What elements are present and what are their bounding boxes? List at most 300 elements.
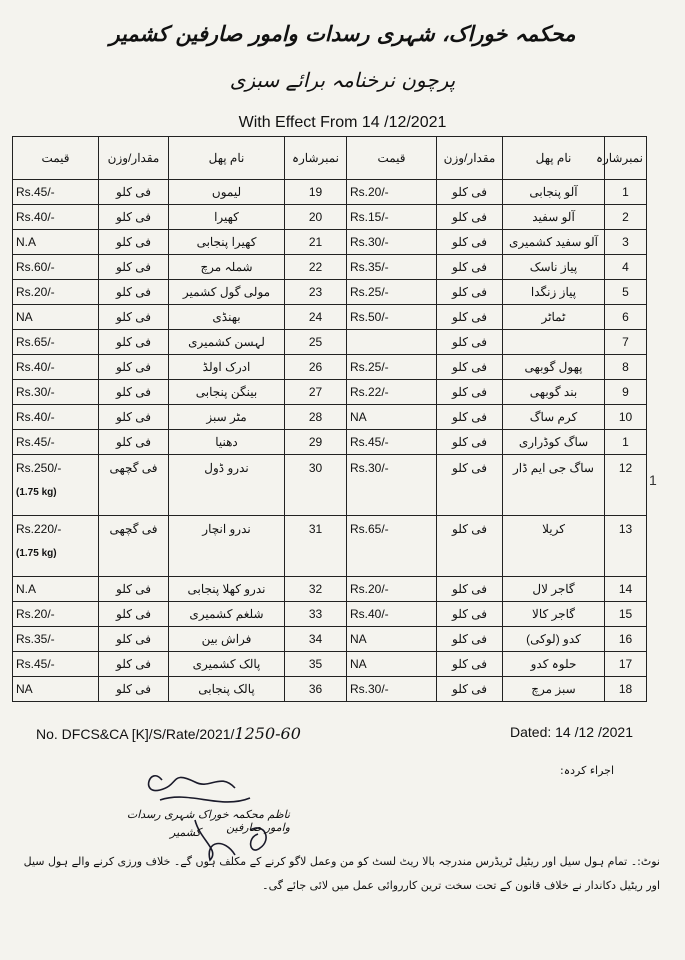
cell-sr-left-text: 4 [622, 260, 629, 274]
cell-unit-left-text: فی کلو [452, 210, 487, 224]
cell-name-right [169, 380, 285, 405]
table-row [13, 602, 647, 627]
cell-name-left [503, 652, 605, 677]
table-row [13, 627, 647, 652]
cell-price-right-text: Rs.20/- [16, 285, 55, 299]
cell-sr-left [605, 430, 647, 455]
cell-unit-right [99, 330, 169, 355]
cell-name-left [503, 627, 605, 652]
cell-name-left [503, 205, 605, 230]
cell-sr-right [285, 455, 347, 516]
cell-price-right [13, 602, 99, 627]
cell-name-right [169, 305, 285, 330]
cell-price-right-text: Rs.220/- [16, 522, 62, 536]
cell-price-right [13, 255, 99, 280]
cell-price-left [347, 455, 437, 516]
cell-sr-right-text: 28 [308, 410, 323, 424]
cell-sr-right [285, 430, 347, 455]
cell-name-left [503, 380, 605, 405]
cell-unit-right-text: فی کلو [116, 682, 151, 696]
cell-name-right [169, 255, 285, 280]
cell-price-left-text: Rs.25/- [350, 360, 389, 374]
issued-by-label: اجراء کردہ: [560, 764, 615, 777]
cell-sr-right-text: 23 [308, 285, 323, 299]
cell-sr-left [605, 205, 647, 230]
cell-sr-left-text: 15 [618, 607, 633, 621]
cell-sr-left-text: 8 [622, 360, 629, 374]
cell-sr-right-text: 27 [308, 385, 323, 399]
cell-unit-right [99, 280, 169, 305]
cell-sr-right [285, 330, 347, 355]
cell-sr-right-text: 26 [308, 360, 323, 374]
cell-unit-left [437, 516, 503, 577]
cell-price-right [13, 516, 99, 577]
cell-sr-left [605, 577, 647, 602]
reference-number-handwritten: 1250-60 [234, 724, 301, 743]
cell-price-left-text: Rs.20/- [350, 582, 389, 596]
cell-price-left-text: NA [350, 657, 367, 671]
cell-name-left-text: گاجر کالا [532, 607, 575, 621]
dated-label: Dated: 14 /12 /2021 [510, 724, 633, 740]
cell-unit-left-text: فی کلو [452, 410, 487, 424]
cell-price-right-text: Rs.30/- [16, 385, 55, 399]
cell-unit-right-text: فی کلو [116, 335, 151, 349]
cell-price-left-text: Rs.15/- [350, 210, 389, 224]
cell-unit-left [437, 380, 503, 405]
cell-sr-left-text: 16 [618, 632, 633, 646]
department-title: محکمہ خوراک، شہری رسدات وامور صارفین کشمیر [109, 22, 576, 46]
cell-name-left [503, 455, 605, 516]
cell-sr-right-text: 22 [308, 260, 323, 274]
cell-unit-left-text: فی کلو [452, 632, 487, 646]
cell-name-left-text: آلو پنجابی [529, 185, 578, 199]
cell-name-right-text: بینگن پنجابی [195, 385, 258, 399]
cell-name-right [169, 602, 285, 627]
cell-price-right-text: N.A [16, 235, 37, 249]
cell-unit-left-text: فی کلو [452, 260, 487, 274]
cell-unit-left-text: فی کلو [452, 385, 487, 399]
cell-price-left-text: Rs.22/- [350, 385, 389, 399]
cell-unit-right [99, 355, 169, 380]
reference-number [36, 724, 301, 743]
reference-number-text: No. DFCS&CA [K]/S/Rate/2021/ [36, 726, 235, 742]
cell-name-right [169, 430, 285, 455]
signatory-designation: ناظم محکمہ خوراک شہری رسدات وامور صارفین [126, 808, 290, 834]
cell-unit-right-text: فی کلو [116, 360, 151, 374]
cell-name-left-text: کرم ساگ [529, 410, 578, 424]
table-row [13, 380, 647, 405]
cell-price-right-text: NA [16, 682, 33, 696]
weight-note: (1.75 kg) [16, 548, 57, 559]
cell-name-right-text: ندرو کھلا پنجابی [187, 582, 266, 596]
cell-unit-right-text: فی گچھی [109, 522, 158, 536]
cell-name-right-text: مولی گول کشمیر [182, 285, 271, 299]
cell-name-left [503, 355, 605, 380]
cell-sr-right [285, 180, 347, 205]
cell-name-right-text: کھیرا [214, 210, 239, 224]
cell-unit-left-text: فی کلو [452, 335, 487, 349]
cell-unit-right [99, 255, 169, 280]
cell-price-left [347, 230, 437, 255]
cell-unit-right-text: فی کلو [116, 310, 151, 324]
cell-sr-left [605, 330, 647, 355]
cell-name-left-text: کدو (لوکی) [526, 632, 581, 646]
cell-name-left-text: سبز مرچ [531, 682, 576, 696]
cell-price-left [347, 602, 437, 627]
cell-unit-right-text: فی کلو [116, 385, 151, 399]
cell-sr-left [605, 230, 647, 255]
cell-price-left [347, 405, 437, 430]
cell-name-right [169, 455, 285, 516]
cell-unit-left [437, 577, 503, 602]
cell-unit-right-text: فی کلو [116, 185, 151, 199]
cell-sr-left-text: 3 [622, 235, 629, 249]
cell-name-left-text: حلوہ کدو [530, 657, 577, 671]
cell-price-right [13, 280, 99, 305]
cell-sr-right [285, 280, 347, 305]
cell-unit-right [99, 455, 169, 516]
cell-sr-left [605, 405, 647, 430]
cell-price-left [347, 255, 437, 280]
header-price-right: قیمت [13, 137, 99, 180]
cell-sr-left-text: 12 [618, 461, 633, 475]
document-subtitle: پرچون نرخنامہ برائے سبزی [229, 68, 456, 92]
cell-sr-right [285, 205, 347, 230]
cell-price-right-text: Rs.45/- [16, 435, 55, 449]
cell-unit-right [99, 380, 169, 405]
cell-name-left-text: ساگ جی ایم ڈار [512, 461, 594, 475]
cell-sr-right [285, 602, 347, 627]
cell-unit-right-text: فی گچھی [109, 461, 158, 475]
cell-sr-left [605, 652, 647, 677]
cell-price-right [13, 180, 99, 205]
header-price-left: قیمت [347, 137, 437, 180]
cell-price-right-text: Rs.35/- [16, 632, 55, 646]
cell-sr-left [605, 516, 647, 577]
cell-price-left-text: Rs.30/- [350, 461, 389, 475]
cell-unit-right [99, 305, 169, 330]
table-row [13, 180, 647, 205]
cell-sr-left [605, 180, 647, 205]
cell-unit-left-text: فی کلو [452, 285, 487, 299]
cell-unit-right-text: فی کلو [116, 632, 151, 646]
cell-name-right-text: کھیرا پنجابی [196, 235, 257, 249]
cell-unit-left [437, 180, 503, 205]
cell-sr-left [605, 380, 647, 405]
cell-sr-right [285, 255, 347, 280]
cell-price-right-text: N.A [16, 582, 37, 596]
cell-name-left [503, 180, 605, 205]
cell-price-right [13, 652, 99, 677]
cell-name-right [169, 627, 285, 652]
cell-name-right [169, 516, 285, 577]
cell-sr-right [285, 516, 347, 577]
cell-sr-right-text: 21 [308, 235, 323, 249]
cell-name-right-text: شملہ مرچ [200, 260, 253, 274]
cell-unit-right [99, 430, 169, 455]
signatory-region: کشمیر [170, 826, 201, 839]
cell-price-right-text: Rs.45/- [16, 185, 55, 199]
cell-sr-right-text: 25 [308, 335, 323, 349]
cell-price-left [347, 627, 437, 652]
cell-price-right [13, 355, 99, 380]
cell-price-left [347, 355, 437, 380]
table-row [13, 330, 647, 355]
table-row [13, 652, 647, 677]
cell-price-left [347, 677, 437, 702]
cell-name-right-text: دھنیا [215, 435, 238, 449]
cell-name-right [169, 577, 285, 602]
cell-name-right [169, 180, 285, 205]
table-row [13, 405, 647, 430]
cell-unit-left-text: فی کلو [452, 360, 487, 374]
table-row [13, 280, 647, 305]
cell-price-left-text: Rs.25/- [350, 285, 389, 299]
cell-sr-left [605, 255, 647, 280]
cell-price-left-text: Rs.20/- [350, 185, 389, 199]
cell-sr-right [285, 627, 347, 652]
cell-price-left-text: NA [350, 410, 367, 424]
cell-unit-right-text: فی کلو [116, 435, 151, 449]
cell-name-left-text: بند گوبھی [529, 385, 578, 399]
cell-name-left-text: ٹماٹر [541, 310, 566, 324]
cell-sr-right-text: 30 [308, 461, 323, 475]
cell-sr-left [605, 280, 647, 305]
table-row [13, 677, 647, 702]
cell-price-left-text: Rs.30/- [350, 682, 389, 696]
cell-sr-right [285, 577, 347, 602]
table-row [13, 255, 647, 280]
cell-unit-left [437, 455, 503, 516]
cell-name-left [503, 516, 605, 577]
cell-unit-right [99, 602, 169, 627]
header-name-left: نام پھل [503, 137, 605, 180]
cell-unit-right [99, 652, 169, 677]
cell-price-right [13, 405, 99, 430]
cell-price-right-text: Rs.40/- [16, 210, 55, 224]
cell-unit-left [437, 230, 503, 255]
cell-price-left-text: Rs.40/- [350, 607, 389, 621]
cell-unit-right [99, 516, 169, 577]
cell-price-left-text: Rs.30/- [350, 235, 389, 249]
cell-price-right-text: Rs.65/- [16, 335, 55, 349]
cell-unit-right [99, 577, 169, 602]
table-row [13, 577, 647, 602]
cell-unit-right-text: فی کلو [116, 582, 151, 596]
cell-name-right-text: لہسن کشمیری [188, 335, 265, 349]
cell-name-left [503, 430, 605, 455]
cell-name-right-text: پالک پنجابی [198, 682, 255, 696]
table-header-row [13, 137, 647, 180]
header-sr-right: نمبرشارہ [285, 137, 347, 180]
cell-sr-left-text: 10 [618, 410, 633, 424]
cell-name-right [169, 230, 285, 255]
cell-price-left-text: Rs.35/- [350, 260, 389, 274]
cell-price-right-text: Rs.20/- [16, 607, 55, 621]
cell-sr-left-text: 18 [618, 682, 633, 696]
cell-unit-left [437, 255, 503, 280]
cell-unit-left-text: فی کلو [452, 461, 487, 475]
cell-price-left [347, 205, 437, 230]
cell-price-right-text: Rs.250/- [16, 461, 62, 475]
cell-name-right-text: ندرو ڈول [204, 461, 249, 475]
cell-sr-right-text: 35 [308, 657, 323, 671]
cell-price-right [13, 577, 99, 602]
cell-name-right [169, 405, 285, 430]
cell-name-left [503, 577, 605, 602]
cell-name-left-text: گاجر لال [532, 582, 575, 596]
cell-unit-left-text: فی کلو [452, 607, 487, 621]
cell-unit-right-text: فی کلو [116, 260, 151, 274]
cell-unit-right [99, 205, 169, 230]
table-row [13, 305, 647, 330]
cell-name-left [503, 677, 605, 702]
cell-price-right-text: NA [16, 310, 33, 324]
cell-name-right-text: بھنڈی [212, 310, 241, 324]
cell-name-left [503, 305, 605, 330]
cell-price-right [13, 205, 99, 230]
cell-unit-left-text: فی کلو [452, 657, 487, 671]
cell-sr-left-text: 7 [622, 335, 629, 349]
cell-sr-left [605, 355, 647, 380]
cell-sr-left-text: 1 [622, 185, 629, 199]
cell-sr-left [605, 677, 647, 702]
cell-unit-left-text: فی کلو [452, 435, 487, 449]
cell-name-right-text: مٹر سبز [206, 410, 247, 424]
cell-sr-right [285, 677, 347, 702]
cell-sr-left [605, 455, 647, 516]
table-row [13, 455, 647, 516]
cell-sr-right-text: 34 [308, 632, 323, 646]
cell-unit-left-text: فی کلو [452, 310, 487, 324]
cell-name-left-text: پیاز ناسک [529, 260, 578, 274]
cell-name-left-text: کریلا [542, 522, 565, 536]
cell-price-right [13, 455, 99, 516]
cell-unit-left-text: فی کلو [452, 682, 487, 696]
cell-name-left [503, 602, 605, 627]
margin-mark: 1 [649, 472, 657, 488]
cell-price-right [13, 330, 99, 355]
cell-unit-left [437, 305, 503, 330]
cell-price-right-text: Rs.40/- [16, 360, 55, 374]
cell-name-left [503, 330, 605, 355]
cell-name-right [169, 652, 285, 677]
cell-sr-right-text: 24 [308, 310, 323, 324]
header-sr-left: نمبرشارہ [605, 137, 647, 180]
header-unit-right: مقدار/وزن [99, 137, 169, 180]
cell-unit-left-text: فی کلو [452, 522, 487, 536]
cell-price-left-text: Rs.45/- [350, 435, 389, 449]
cell-sr-right-text: 33 [308, 607, 323, 621]
cell-sr-left-text: 13 [618, 522, 633, 536]
table-row [13, 516, 647, 577]
cell-name-left [503, 230, 605, 255]
cell-price-right-text: Rs.60/- [16, 260, 55, 274]
cell-name-right-text: شلغم کشمیری [189, 607, 264, 621]
cell-unit-left-text: فی کلو [452, 185, 487, 199]
cell-unit-left [437, 355, 503, 380]
cell-name-right-text: لیموں [211, 185, 242, 199]
cell-unit-right [99, 677, 169, 702]
cell-price-left [347, 652, 437, 677]
footer-note: نوٹ:۔ تمام ہول سیل اور ریٹیل ٹریڈرس مندرجہ بالا ریٹ لسٹ کو من وعمل لاگو کرنے کے مکلف ہوں گے۔ خلاف ورزی کرنے والے ہول سیل اور ریٹیل دکاندار نے خلاف قانون کے تحت سخت ترین کارروائی عمل میں لائی جائے گی۔ [23, 855, 660, 892]
cell-name-right [169, 205, 285, 230]
cell-sr-left-text: 14 [618, 582, 633, 596]
cell-price-right [13, 380, 99, 405]
cell-price-right [13, 305, 99, 330]
cell-sr-left-text: 1 [622, 435, 629, 449]
cell-unit-left-text: فی کلو [452, 582, 487, 596]
cell-sr-right-text: 32 [308, 582, 323, 596]
cell-unit-right [99, 627, 169, 652]
cell-unit-right-text: فی کلو [116, 657, 151, 671]
cell-sr-left-text: 2 [622, 210, 629, 224]
cell-price-right [13, 230, 99, 255]
cell-sr-right [285, 305, 347, 330]
cell-name-right [169, 677, 285, 702]
cell-name-left [503, 405, 605, 430]
cell-unit-right-text: فی کلو [116, 210, 151, 224]
cell-unit-right-text: فی کلو [116, 607, 151, 621]
cell-unit-left [437, 330, 503, 355]
cell-sr-right-text: 20 [308, 210, 323, 224]
cell-name-left [503, 280, 605, 305]
cell-price-left [347, 430, 437, 455]
cell-price-right [13, 430, 99, 455]
cell-name-left-text: پھول گوبھی [524, 360, 583, 374]
cell-price-left-text: Rs.65/- [350, 522, 389, 536]
cell-price-left [347, 330, 437, 355]
cell-sr-right-text: 29 [308, 435, 323, 449]
cell-sr-left [605, 305, 647, 330]
header-name-right: نام پھل [169, 137, 285, 180]
weight-note: (1.75 kg) [16, 487, 57, 498]
cell-name-left-text: پیاز زنگدا [530, 285, 577, 299]
table-row [13, 205, 647, 230]
cell-price-left [347, 280, 437, 305]
cell-unit-right [99, 405, 169, 430]
cell-sr-right [285, 405, 347, 430]
cell-sr-right [285, 380, 347, 405]
cell-name-left-text: آلو سفید کشمیری [509, 235, 598, 249]
cell-name-right [169, 330, 285, 355]
cell-sr-left-text: 17 [618, 657, 633, 671]
cell-sr-left [605, 627, 647, 652]
cell-unit-left [437, 430, 503, 455]
table-row [13, 230, 647, 255]
effective-date: With Effect From 14 /12/2021 [238, 114, 447, 131]
cell-sr-right-text: 36 [308, 682, 323, 696]
cell-name-right-text: پالک کشمیری [192, 657, 261, 671]
table-row [13, 430, 647, 455]
header-unit-left: مقدار/وزن [437, 137, 503, 180]
cell-unit-left [437, 677, 503, 702]
cell-price-left-text: NA [350, 632, 367, 646]
cell-name-right-text: فراش بین [201, 632, 252, 646]
rate-table [12, 136, 647, 702]
cell-sr-left [605, 602, 647, 627]
cell-unit-left [437, 205, 503, 230]
cell-price-left [347, 516, 437, 577]
cell-sr-right-text: 19 [308, 185, 323, 199]
cell-name-left-text: آلو سفید [532, 210, 575, 224]
cell-price-right-text: Rs.40/- [16, 410, 55, 424]
cell-name-right [169, 280, 285, 305]
cell-price-right-text: Rs.45/- [16, 657, 55, 671]
cell-unit-right [99, 230, 169, 255]
cell-sr-left-text: 5 [622, 285, 629, 299]
cell-unit-left [437, 627, 503, 652]
